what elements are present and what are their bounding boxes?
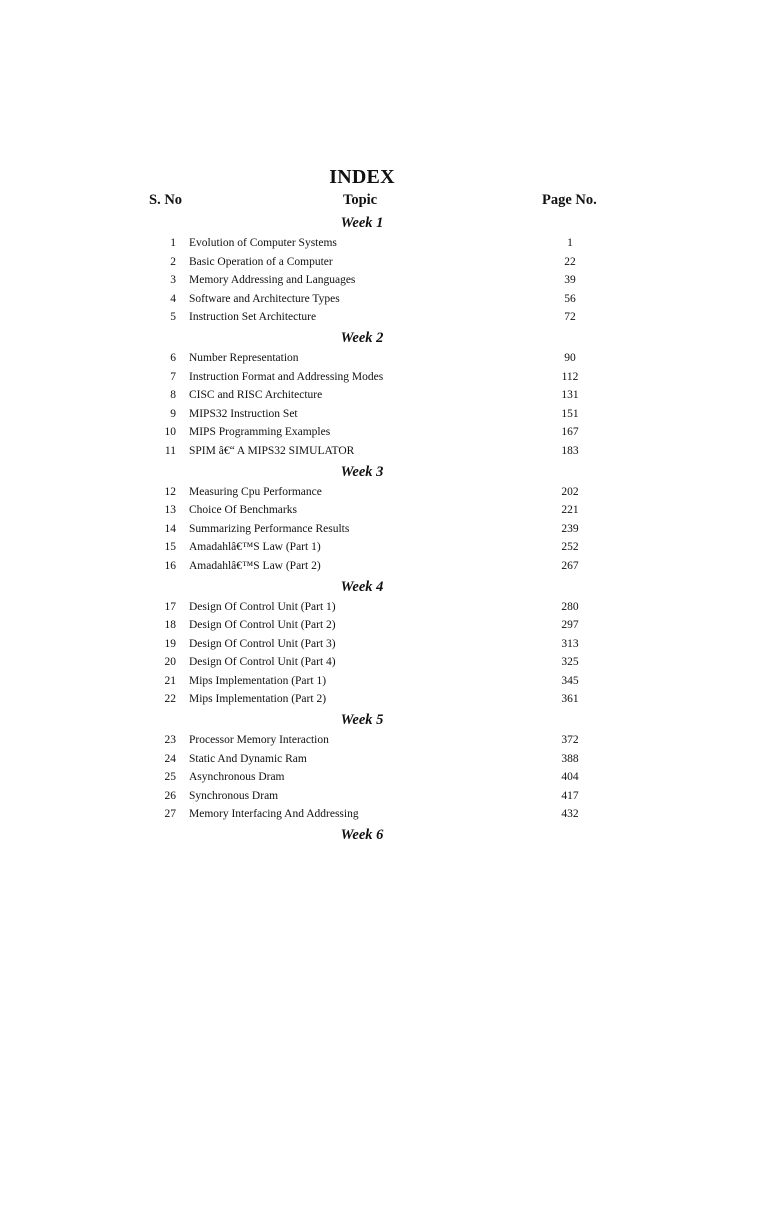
entry-topic: Memory Addressing and Languages bbox=[189, 274, 356, 287]
entry-number: 18 bbox=[164, 619, 176, 632]
entry-number: 2 bbox=[170, 255, 176, 268]
entry-page-number: 313 bbox=[561, 637, 579, 650]
toc-entry bbox=[0, 308, 768, 327]
entry-page-number: 131 bbox=[561, 389, 579, 402]
entry-topic: Mips Implementation (Part 1) bbox=[189, 674, 327, 687]
week-heading: Week 4 bbox=[340, 578, 384, 595]
entry-page-number: 56 bbox=[564, 292, 576, 305]
week-heading: Week 3 bbox=[340, 463, 384, 480]
toc-entry bbox=[0, 405, 768, 424]
toc-entry bbox=[0, 653, 768, 672]
toc-entry bbox=[0, 805, 768, 824]
entry-number: 5 bbox=[170, 311, 176, 324]
week-heading: Week 6 bbox=[340, 827, 384, 844]
entry-number: 15 bbox=[164, 541, 176, 554]
toc-entry bbox=[0, 616, 768, 635]
entry-page-number: 1 bbox=[567, 237, 573, 249]
entry-topic: Design Of Control Unit (Part 1) bbox=[189, 600, 336, 613]
entry-number: 12 bbox=[164, 485, 176, 498]
entry-page-number: 404 bbox=[561, 771, 579, 784]
entry-number: 4 bbox=[170, 292, 176, 305]
entry-page-number: 39 bbox=[564, 274, 576, 287]
toc-entry bbox=[0, 787, 768, 806]
entry-topic: Summarizing Performance Results bbox=[189, 522, 350, 535]
entry-topic: MIPS32 Instruction Set bbox=[189, 407, 298, 420]
entry-page-number: 417 bbox=[561, 789, 579, 802]
entry-page-number: 183 bbox=[561, 444, 579, 457]
entry-page-number: 239 bbox=[561, 522, 579, 535]
entry-topic: Basic Operation of a Computer bbox=[189, 255, 333, 268]
entry-number: 17 bbox=[164, 600, 176, 613]
week-heading: Week 5 bbox=[340, 712, 384, 729]
toc-entry bbox=[0, 386, 768, 405]
toc-entry bbox=[0, 690, 768, 709]
entry-page-number: 252 bbox=[561, 541, 579, 554]
column-header-topic: Topic bbox=[343, 192, 378, 208]
toc-entry bbox=[0, 253, 768, 272]
week-heading: Week 2 bbox=[340, 329, 384, 346]
entry-topic: Instruction Format and Addressing Modes bbox=[189, 370, 384, 383]
toc-entry bbox=[0, 672, 768, 691]
entry-number: 8 bbox=[170, 389, 176, 402]
entry-topic: Measuring Cpu Performance bbox=[189, 485, 322, 498]
entry-page-number: 112 bbox=[561, 370, 579, 383]
entry-topic: MIPS Programming Examples bbox=[189, 426, 331, 439]
entry-topic: Memory Interfacing And Addressing bbox=[189, 808, 359, 821]
entry-page-number: 267 bbox=[561, 559, 579, 572]
entry-page-number: 90 bbox=[564, 351, 576, 364]
toc-entry bbox=[0, 768, 768, 787]
entry-page-number: 325 bbox=[561, 656, 579, 669]
toc-entry bbox=[0, 271, 768, 290]
entry-topic: Number Representation bbox=[189, 351, 299, 364]
toc-entry bbox=[0, 501, 768, 520]
entry-topic: Design Of Control Unit (Part 3) bbox=[189, 637, 336, 650]
entry-number: 9 bbox=[170, 407, 176, 420]
toc-entry bbox=[0, 349, 768, 368]
entry-topic: Design Of Control Unit (Part 2) bbox=[189, 619, 336, 632]
entry-page-number: 72 bbox=[564, 311, 576, 324]
entry-number: 10 bbox=[164, 426, 176, 439]
entry-page-number: 280 bbox=[561, 600, 579, 613]
entry-page-number: 345 bbox=[561, 674, 579, 687]
entry-number: 14 bbox=[164, 522, 176, 535]
toc-entry bbox=[0, 368, 768, 387]
entry-page-number: 151 bbox=[561, 407, 579, 420]
entry-number: 25 bbox=[164, 771, 176, 784]
toc-entry bbox=[0, 234, 768, 253]
entry-topic: SPIM â€“ A MIPS32 SIMULATOR bbox=[189, 444, 355, 457]
entry-page-number: 372 bbox=[561, 734, 579, 747]
entry-number: 27 bbox=[164, 808, 176, 821]
entry-topic: Choice Of Benchmarks bbox=[189, 504, 297, 517]
toc-entry bbox=[0, 423, 768, 442]
entry-topic: CISC and RISC Architecture bbox=[189, 389, 323, 402]
column-header-sno: S. No bbox=[149, 192, 183, 208]
entry-topic: Asynchronous Dram bbox=[189, 771, 285, 784]
entry-topic: Amadahlâ€™S Law (Part 2) bbox=[189, 559, 321, 572]
toc-entry bbox=[0, 598, 768, 617]
toc-entry bbox=[0, 520, 768, 539]
toc-entry bbox=[0, 483, 768, 502]
toc-entry bbox=[0, 731, 768, 750]
entry-number: 19 bbox=[164, 637, 176, 650]
entry-number: 16 bbox=[164, 559, 176, 572]
toc-entry bbox=[0, 635, 768, 654]
entry-number: 23 bbox=[164, 734, 176, 747]
toc-entry bbox=[0, 442, 768, 461]
entry-number: 21 bbox=[164, 674, 176, 687]
entry-page-number: 361 bbox=[561, 693, 579, 706]
entry-number: 1 bbox=[170, 237, 176, 249]
entry-topic: Software and Architecture Types bbox=[189, 292, 340, 305]
toc-entry bbox=[0, 750, 768, 769]
entry-page-number: 432 bbox=[561, 808, 579, 821]
entry-page-number: 167 bbox=[561, 426, 579, 439]
entry-topic: Processor Memory Interaction bbox=[189, 734, 329, 747]
toc-entry bbox=[0, 290, 768, 309]
entry-number: 3 bbox=[170, 274, 176, 287]
entry-topic: Synchronous Dram bbox=[189, 789, 279, 802]
entry-number: 7 bbox=[170, 370, 176, 383]
entry-number: 6 bbox=[170, 351, 176, 364]
column-header-page: Page No. bbox=[542, 192, 597, 208]
entry-page-number: 297 bbox=[561, 619, 579, 632]
entry-number: 11 bbox=[164, 444, 176, 457]
toc-entry bbox=[0, 557, 768, 576]
entry-topic: Static And Dynamic Ram bbox=[189, 752, 307, 765]
entry-page-number: 202 bbox=[561, 485, 579, 498]
entry-topic: Amadahlâ€™S Law (Part 1) bbox=[189, 541, 321, 554]
entry-number: 22 bbox=[164, 693, 176, 706]
entry-topic: Instruction Set Architecture bbox=[189, 311, 317, 324]
entry-page-number: 221 bbox=[561, 504, 579, 517]
entry-topic: Evolution of Computer Systems bbox=[189, 237, 337, 249]
entry-page-number: 22 bbox=[564, 255, 576, 268]
table-of-contents bbox=[0, 212, 768, 846]
entry-number: 13 bbox=[164, 504, 176, 517]
entry-number: 24 bbox=[164, 752, 176, 765]
week-heading: Week 1 bbox=[340, 215, 384, 231]
entry-topic: Design Of Control Unit (Part 4) bbox=[189, 656, 336, 669]
entry-number: 26 bbox=[164, 789, 176, 802]
toc-entry bbox=[0, 538, 768, 557]
entry-topic: Mips Implementation (Part 2) bbox=[189, 693, 327, 706]
entry-page-number: 388 bbox=[561, 752, 579, 765]
page-title: INDEX bbox=[329, 166, 395, 188]
entry-number: 20 bbox=[164, 656, 176, 669]
